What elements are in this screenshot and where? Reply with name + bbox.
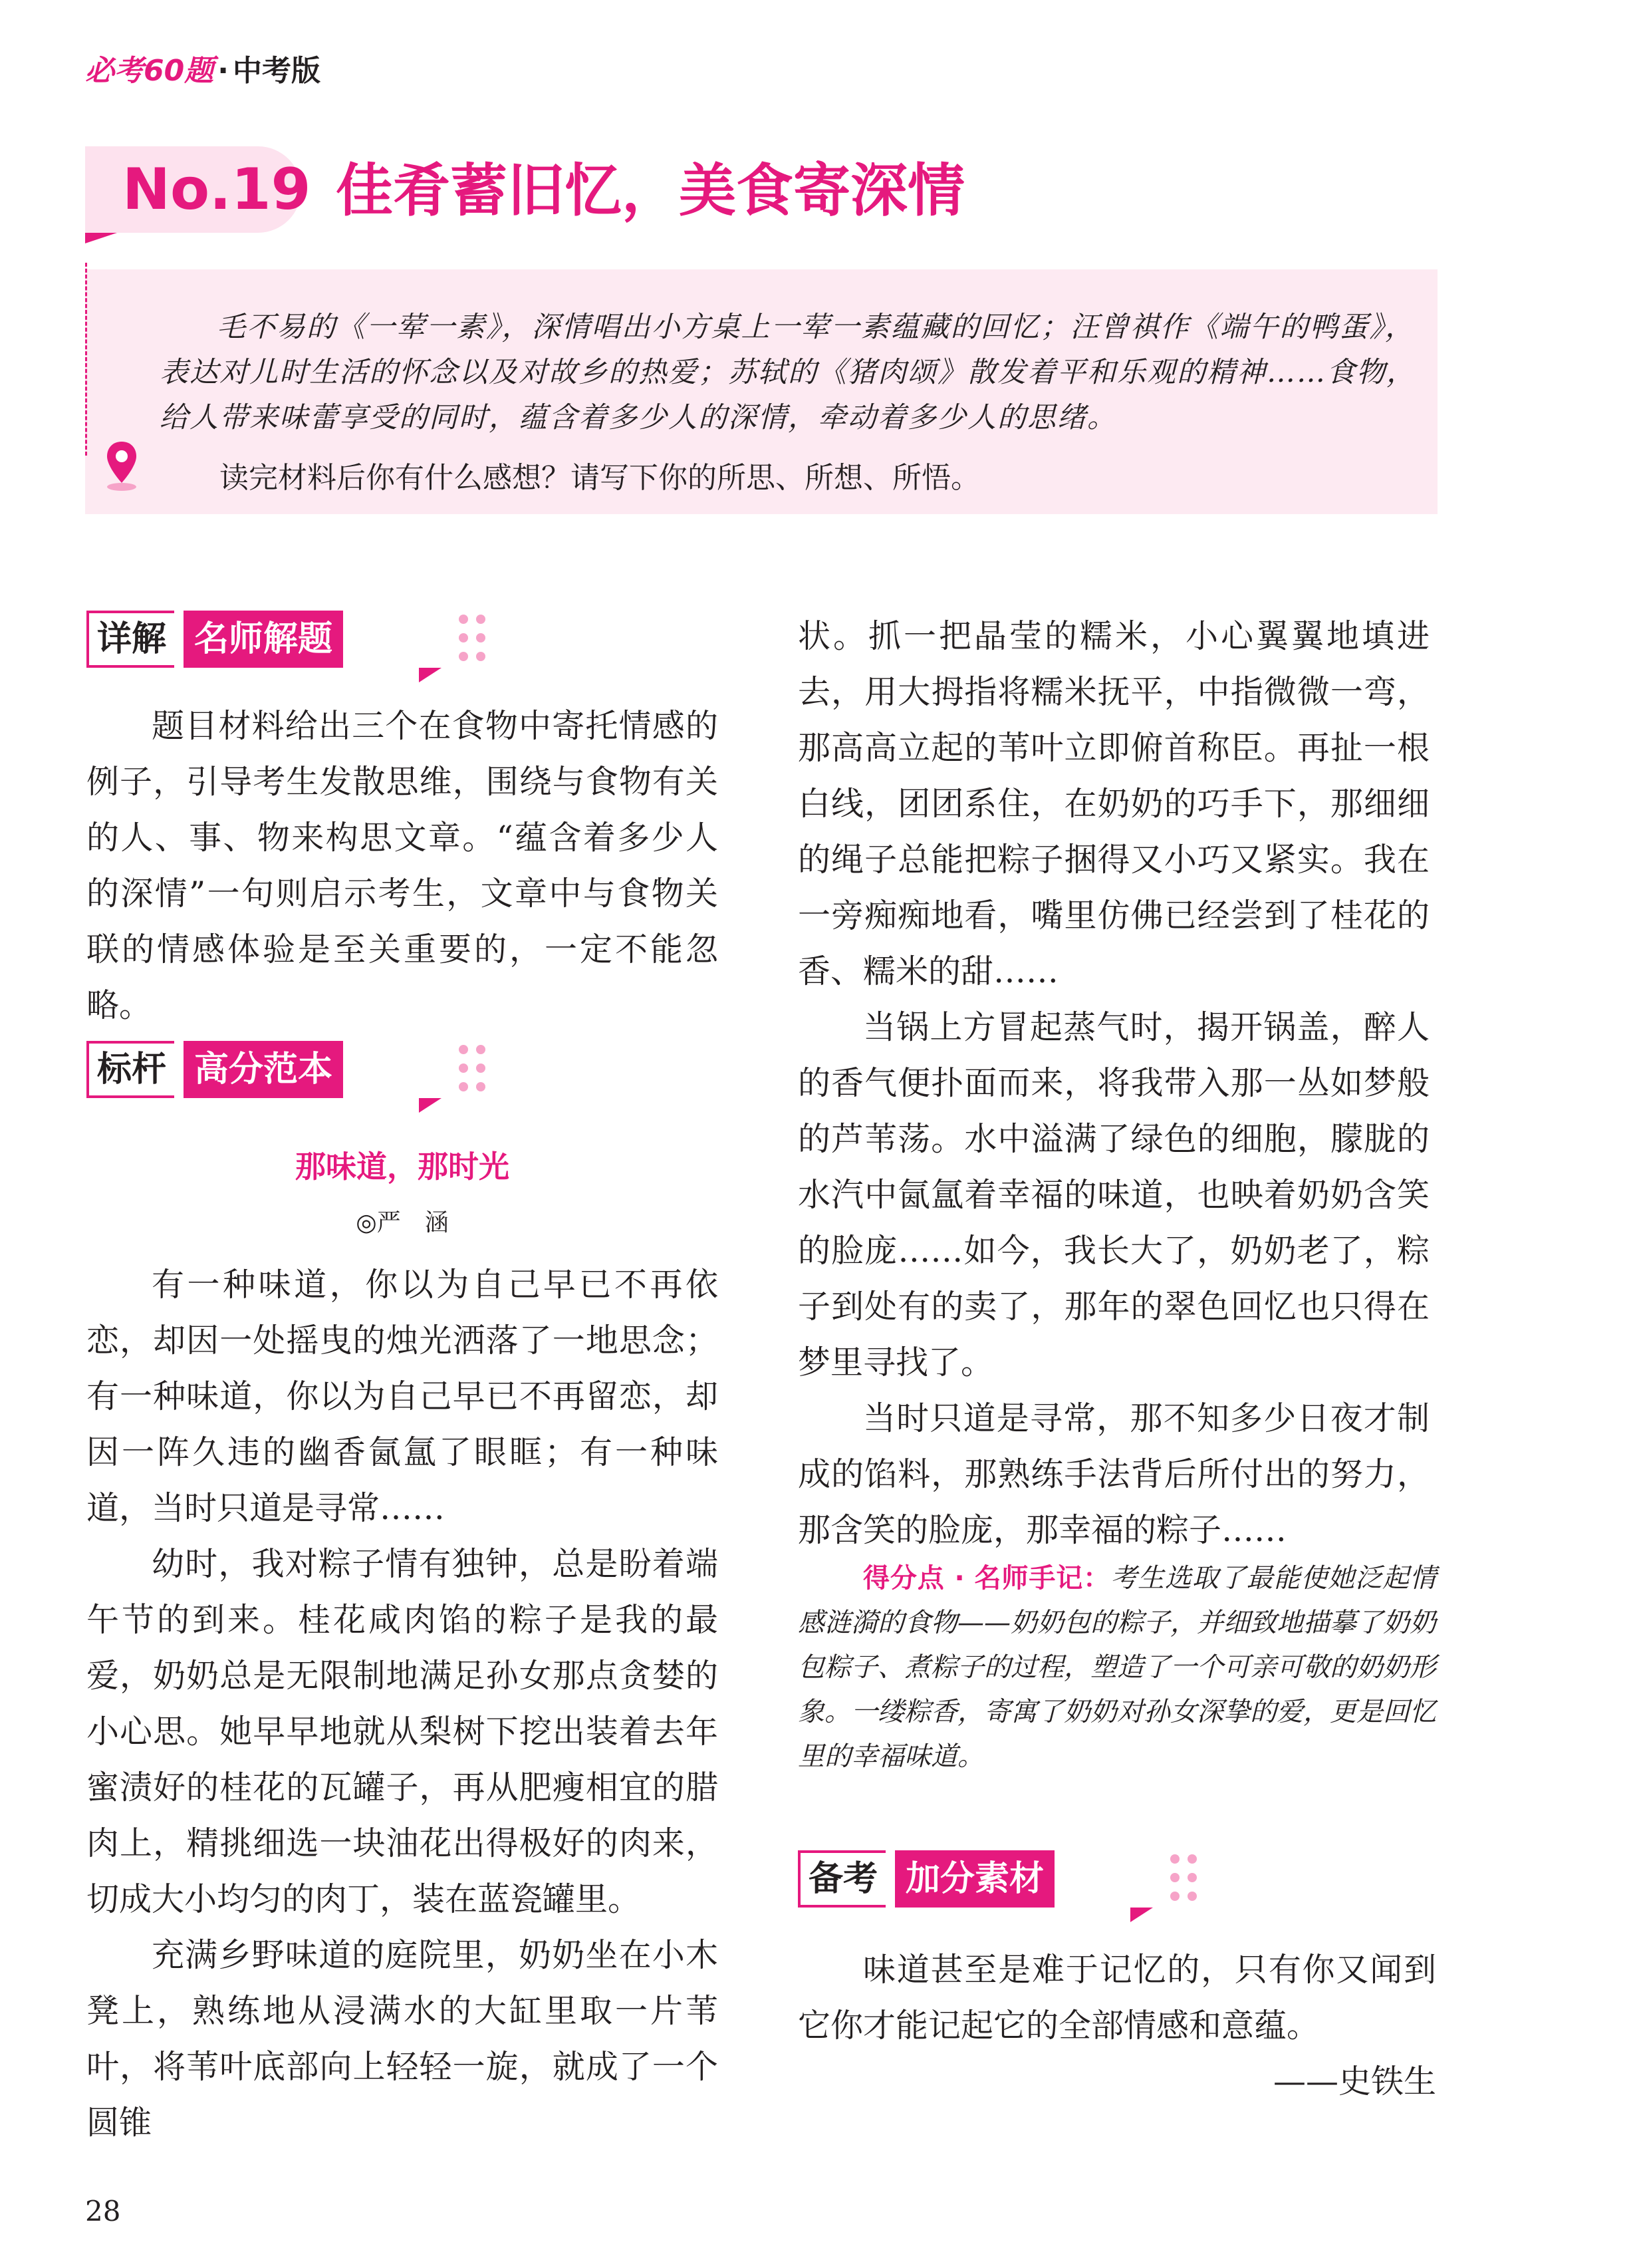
essay-author: ◎严 涵 (356, 1209, 449, 1236)
dots-decoration (459, 615, 499, 662)
teacher-note (798, 1556, 1436, 1779)
dots-decoration (459, 1045, 499, 1093)
header-brand: 必考60题 (85, 54, 214, 88)
prompt-question: 读完材料后你有什么感想？请写下你的所思、所想、所悟。 (219, 461, 980, 495)
essay-paragraph: 充满乡野味道的庭院里，奶奶坐在小木凳上，熟练地从浸满水的大缸里取一片苇叶，将苇叶底部向上轻轻一旋，就成了一个圆锥 (86, 1936, 718, 2142)
location-pin-icon (103, 439, 140, 492)
prompt-material (160, 305, 1423, 440)
section-label-analysis (86, 611, 406, 670)
prompt-dashed-line (85, 263, 88, 456)
essay-left-column (86, 1257, 718, 2151)
section-label-material (798, 1850, 1117, 1910)
quote-text: 味道甚至是难于记忆的，只有你又闻到它你才能记起它的全部情感和意蕴。 (798, 1951, 1436, 2045)
prompt-material-text: 毛不易的《一荤一素》，深情唱出小方桌上一荤一素蕴藏的回忆；汪曾祺作《端午的鸭蛋》，表达对儿时生活的怀念以及对故乡的热爱；苏轼的《猪肉颂》散发着平和乐观的精神……食物，给人带来味蕾享受的同时，蕴含着多少人的深情，牵动着多少人的思绪。 (160, 311, 1416, 434)
topic-number-badge: No.19 (85, 146, 301, 233)
running-header (85, 47, 320, 89)
essay-paragraph: 有一种味道，你以为自己早已不再依恋，却因一处摇曳的烛光洒落了一地思念；有一种味道，你以为自己早已不再留恋，却因一阵久违的幽香氤氲了眼眶；有一种味道，当时只道是寻常…… (86, 1266, 718, 1527)
essay-paragraph: 当时只道是寻常，那不知多少日夜才制成的馅料，那熟练手法背后所付出的努力，那含笑的脸庞，那幸福的粽子…… (798, 1399, 1430, 1549)
section-title: 加分素材 (895, 1850, 1055, 1908)
header-edition: 中考版 (232, 54, 320, 88)
essay-paragraph: 幼时，我对粽子情有独钟，总是盼着端午节的到来。桂花咸肉馅的粽子是我的最爱，奶奶总是无限制地满足孙女那点贪婪的小心思。她早早地就从梨树下挖出装着去年蜜渍好的桂花的瓦罐子，再从肥瘦相宜的腊肉上，精挑细选一块油花出得极好的肉来，切成大小均匀的肉丁，装在蓝瓷罐里。 (86, 1545, 718, 1918)
section-tail-decoration (419, 1098, 441, 1113)
section-label-sample (86, 1041, 406, 1101)
teacher-note-text: 考生选取了最能使她泛起情感涟漪的食物——奶奶包的粽子，并细致地描摹了奶奶包粽子、煮粽子的过程，塑造了一个可亲可敬的奶奶形象。一缕粽香，寄寓了奶奶对孙女深挚的爱，更是回忆里的幸福味道。 (798, 1563, 1437, 1772)
essay-title: 那味道，那时光 (295, 1149, 509, 1185)
section-title: 名师解题 (184, 611, 343, 668)
dots-decoration (1170, 1854, 1210, 1902)
analysis-paragraph: 题目材料给出三个在食物中寄托情感的例子，引导考生发散思维，围绕与食物有关的人、事、物来构思文章。“蕴含着多少人的深情”一句则启示考生，文章中与食物关联的情感体验是至关重要的，一定不能忽略。 (86, 707, 718, 1024)
essay-right-column (798, 609, 1430, 1558)
section-tag: 详解 (86, 611, 174, 668)
section-tail-decoration (419, 668, 441, 682)
section-title: 高分范本 (184, 1041, 343, 1098)
badge-fold-decoration (85, 233, 117, 243)
quote-attribution: ——史铁生 (1273, 2062, 1436, 2100)
section-tag: 标杆 (86, 1041, 174, 1098)
topic-title: 佳肴蓄旧忆，美食寄深情 (336, 158, 965, 224)
quote-block (798, 1942, 1436, 2054)
essay-paragraph-continued: 状。抓一把晶莹的糯米，小心翼翼地填进去，用大拇指将糯米抚平，中指微微一弯，那高高立起的苇叶立即俯首称臣。再扯一根白线，团团系住，在奶奶的巧手下，那细细的绳子总能把粽子捆得又小巧又紧实。我在一旁痴痴地看，嘴里仿佛已经尝到了桂花的香、糯米的甜…… (798, 617, 1430, 990)
teacher-note-label: 得分点 · 名师手记： (863, 1563, 1111, 1594)
section-tag: 备考 (798, 1850, 886, 1908)
analysis-text-block (86, 698, 718, 1034)
section-tail-decoration (1130, 1908, 1153, 1922)
essay-paragraph: 当锅上方冒起蒸气时，揭开锅盖，醉人的香气便扑面而来，将我带入那一丛如梦般的芦苇荡。水中溢满了绿色的细胞，朦胧的水汽中氤氲着幸福的味道，也映着奶奶含笑的脸庞……如今，我长大了，奶奶老了，粽子到处有的卖了，那年的翠色回忆也只得在梦里寻找了。 (798, 1008, 1430, 1381)
header-separator: · (217, 54, 229, 88)
page-number: 28 (85, 2195, 121, 2227)
